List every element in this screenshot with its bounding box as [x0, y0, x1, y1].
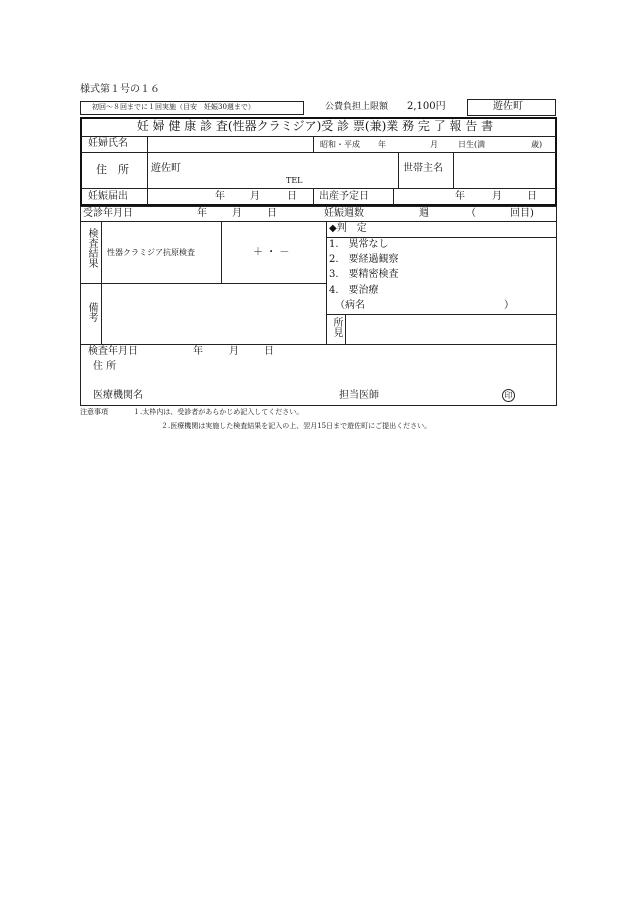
judgement-item-4: 4. 要治療 [329, 285, 379, 296]
doctor-label: 担当医師 [339, 390, 379, 401]
weeks-unit: 週 [419, 208, 429, 219]
judgement-item-2: 2. 要経過観察 [329, 254, 399, 265]
address-label: 住 所 [96, 163, 129, 176]
judgement-item-1: 1. 異常なし [329, 239, 389, 250]
visit-day-unit: 日 [267, 208, 277, 219]
visit-date-label: 受診年月日 [83, 208, 133, 219]
schedule-note: 初回～８回までに１回実施（目安 妊娠30週まで） [92, 103, 255, 111]
remarks-label: 備考 [86, 302, 97, 322]
exam-day-unit: 日 [264, 346, 274, 357]
age-suffix: 歳) [531, 140, 543, 149]
judgement-item-3: 3. 要精密検査 [329, 269, 399, 280]
results-section-label: 検査結果 [86, 228, 97, 268]
note-item-1: １.太枠内は、受診者があらかじめ記入してください。 [133, 408, 304, 416]
cost-limit-label: 公費負担上限額 [325, 102, 389, 112]
form-number: 様式第１号の１６ [80, 84, 160, 95]
note-item-2: ２.医療機関は実施した検査結果を記入の上、翌月15日まで遊佐町にご提出ください。 [161, 422, 432, 430]
tel-label: TEL [286, 176, 303, 185]
gestation-weeks-label: 妊娠週数 [324, 208, 364, 219]
address-value: 遊佐町 [151, 163, 181, 174]
cost-limit-value: 2,100円 [407, 101, 446, 112]
seal-mark: 印 [502, 389, 515, 402]
visit-year-unit: 年 [197, 208, 207, 219]
institution-label: 医療機関名 [93, 390, 143, 401]
footer-address-label: 住 所 [93, 361, 117, 372]
dob-era: 昭和・平成 [320, 140, 360, 149]
household-head-label: 世帯主名 [403, 163, 443, 174]
exam-month-unit: 月 [229, 346, 239, 357]
results-frame [80, 206, 557, 406]
dob-suffix: 日生(満 [458, 140, 486, 149]
exam-date-label: 検査年月日 [88, 346, 138, 357]
exam-year-unit: 年 [193, 346, 203, 357]
notice-year-unit: 年 [215, 191, 225, 202]
town-name: 遊佐町 [493, 101, 523, 112]
visit-count-close: 回目) [510, 208, 534, 219]
disease-name-close: ） [504, 300, 514, 311]
findings-label: 所見 [331, 317, 342, 337]
visit-month-unit: 月 [232, 208, 242, 219]
notice-day-unit: 日 [287, 191, 297, 202]
judgement-title: ◆判 定 [329, 223, 367, 234]
visit-count-open: （ [466, 208, 476, 219]
pregnancy-notice-label: 妊娠届出 [88, 191, 128, 202]
test-name: 性器クラミジア抗原検査 [107, 248, 195, 257]
due-month-unit: 月 [492, 191, 502, 202]
disease-name-open: （病名 [335, 300, 365, 311]
name-label: 妊婦氏名 [88, 138, 128, 149]
form-title: 妊 婦 健 康 診 査(性器クラミジア)受 診 票(兼)業 務 完 了 報 告 書 [136, 119, 494, 133]
test-options: ＋ ・ － [253, 247, 290, 258]
due-year-unit: 年 [455, 191, 465, 202]
due-day-unit: 日 [527, 191, 537, 202]
dob-month-unit: 月 [430, 140, 438, 149]
dob-year-unit: 年 [378, 140, 386, 149]
notice-month-unit: 月 [250, 191, 260, 202]
notes-label: 注意事項 [80, 408, 108, 416]
due-date-label: 出産予定日 [319, 191, 369, 202]
